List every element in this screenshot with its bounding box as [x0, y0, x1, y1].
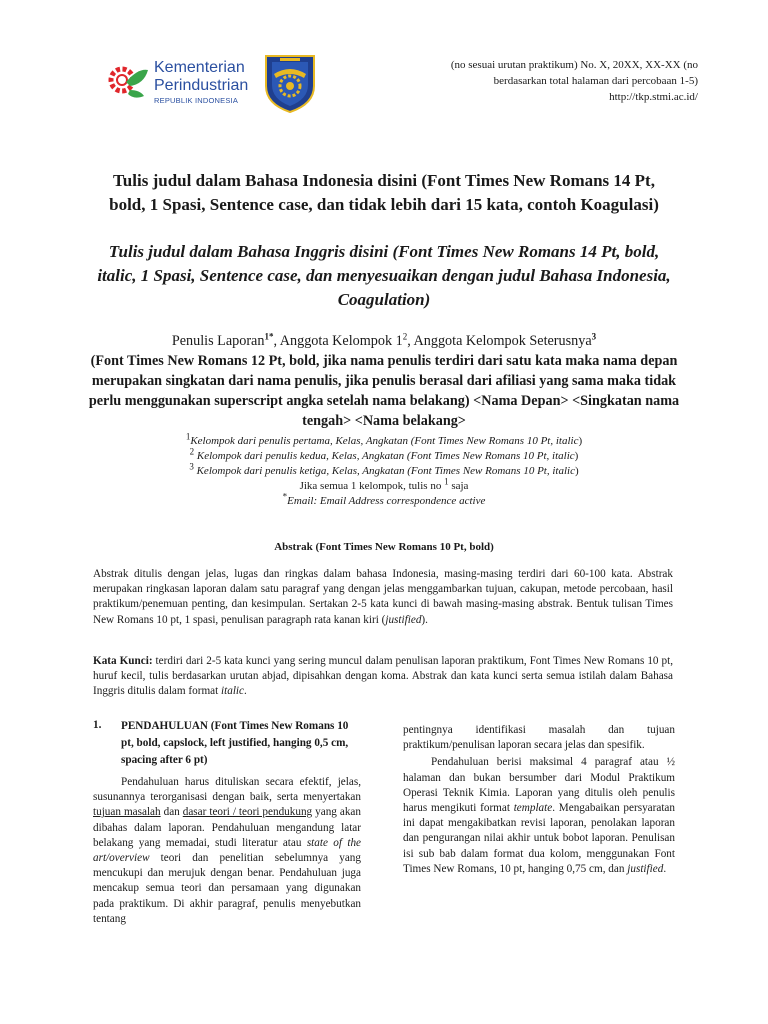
stmi-emblem-icon	[260, 52, 320, 114]
keywords-italic: italic	[221, 685, 245, 698]
author-format-note: (Font Times New Romans 12 Pt, bold, jika nama penulis terdiri dari satu kata maka nama depan merupakan singkatan dari nama penulis, jika penulis berasal dari afiliasi yang sama maka tidak perlu menggunakan superscript angka setelah nama belakang) <Nama Depan> <Singkatan nama tengah> <Nama belakang>	[88, 353, 680, 429]
keywords-text: terdiri dari 2-5 kata kunci yang sering muncul dalam penulisan laporan praktikum, Font Times New Romans 10 pt, huruf kecil, tulis berdasarkan urutan abjad, dipisahkan dengan koma. Abstrak dan kata kunci serta semua istilah dalam Bahasa Inggris ditulis dalam format	[93, 655, 674, 698]
keywords	[93, 654, 673, 700]
issue-info-line-2: berdasarkan total halaman dari percobaan 1-5)	[493, 75, 698, 87]
title-english: Tulis judul dalam Bahasa Inggris disini (Font Times New Romans 14 Pt, bold, italic, 1 Spasi, Sentence case, dan menyesuaikan dengan judul Bahasa Indonesia, Coagulation)	[97, 242, 671, 309]
email-sup: *	[282, 491, 288, 502]
author-1-sup: 1*	[264, 331, 274, 342]
affiliation-3-text: Kelompok dari penulis ketiga, Kelas, Angkatan (	[193, 465, 411, 477]
section-number: 1.	[93, 719, 102, 731]
single-group-note	[96, 476, 672, 494]
keywords-end: .	[244, 685, 247, 698]
author-3-sup: 3	[591, 331, 597, 342]
affiliation-3-close: )	[574, 465, 579, 477]
p2-italic-2: justified	[627, 862, 664, 875]
affiliation-2	[96, 446, 672, 464]
p1-text-a: Pendahuluan harus dituliskan secara efektif, jelas, susunannya terorganisasi dengan baik, serta menyertakan	[93, 776, 361, 804]
affiliation-1-font: Font Times New Romans 10 Pt, italic	[414, 435, 579, 447]
section-title: PENDAHULUAN (Font Times New Romans 10 pt, bold, capslock, left justified, hanging 0,5 cm, spacing after 6 pt)	[121, 720, 349, 766]
gear-leaf-icon	[104, 60, 150, 100]
affiliation-2-close: )	[574, 450, 579, 462]
abstract-end: ).	[421, 613, 428, 626]
author-3: , Anggota Kelompok Seterusnya	[407, 333, 592, 349]
section-heading	[93, 718, 361, 769]
affiliation-3	[96, 461, 672, 479]
p1-text-b: dan	[160, 806, 183, 819]
p2-italic-1: template	[513, 802, 553, 815]
affiliation-1-text: Kelompok dari penulis pertama, Kelas, Angkatan (	[190, 435, 415, 447]
abstract-heading: Abstrak (Font Times New Romans 10 Pt, bold)	[274, 541, 494, 553]
abstract-body	[93, 567, 673, 628]
single-group-suffix: saja	[448, 480, 469, 492]
affiliation-1-sup: 1	[185, 431, 191, 442]
affiliation-1-close: )	[578, 435, 583, 447]
keywords-label: Kata Kunci:	[93, 655, 153, 667]
p2-text-a: Pendahuluan berisi maksimal 4 paragraf atau ½ halaman dan bukan bersumber dari Modul Praktikum Operasi Teknik Kimia. Laporan yang ditulis oleh penulis harus mengikuti format	[403, 756, 675, 815]
logo-line-3: REPUBLIK INDONESIA	[154, 96, 239, 105]
column-left	[93, 718, 361, 927]
email-line	[96, 491, 672, 509]
author-1: Penulis Laporan	[171, 333, 265, 349]
section-paragraph-1	[93, 775, 361, 927]
p2-text-c: .	[663, 862, 667, 875]
single-group-sup: 1	[444, 476, 449, 487]
section-paragraph-1-continued: pentingnya identifikasi masalah dan tujuan praktikum/penulisan laporan secara jelas dan spesifik.	[403, 724, 675, 752]
p1-text-d: teori dan penelitian sebelumnya yang mencukupi dan merujuk dengan benar. Pendahuluan juga mencakup semua teori dan persamaan yang digunakan pada praktikum. Di akhir paragraf, penulis menyebutkan tentang	[93, 852, 361, 925]
author-2-sup: 2	[402, 331, 408, 342]
abstract-text: Abstrak ditulis dengan jelas, lugas dan ringkas dalam bahasa Indonesia, masing-masing terdiri dari 60-100 kata. Abstrak merupakan ringkasan laporan dalam satu paragraf yang dengan jelas menggambarkan tujuan, cakupan, metode percobaan, hasil praktikum/penemuan penting, dan kesimpulan. Sertakan 2-5 kata kunci di bawah masing-masing abstrak. Bentuk tulisan Times New Romans 10 pt, 1 spasi, penulisan paragraph rata kanan kiri (	[93, 568, 673, 626]
author-2: , Anggota Kelompok 1	[273, 333, 403, 349]
section-paragraph-2	[403, 755, 675, 877]
journal-url[interactable]: http://tkp.stmi.ac.id/	[609, 91, 698, 103]
author-list	[76, 331, 692, 351]
p1-italic: state of the art/overview	[93, 836, 362, 865]
affiliation-1	[96, 431, 672, 449]
affiliations	[96, 431, 672, 509]
affiliation-2-font: Font Times New Romans 10 Pt, italic	[410, 450, 575, 462]
logo-line-1: Kementerian	[154, 59, 245, 76]
single-group-text: Jika semua 1 kelompok, tulis no	[299, 480, 445, 492]
logo-line-2: Perindustrian	[154, 77, 249, 94]
kemenperin-logo	[104, 56, 254, 106]
title-indonesian: Tulis judul dalam Bahasa Indonesia disini (Font Times New Romans 14 Pt, bold, 1 Spasi, Sentence case, dan tidak lebih dari 15 kata, contoh Koagulasi)	[109, 171, 659, 214]
header-info	[358, 57, 698, 105]
p1-underline-2: dasar teori / teori pendukung	[182, 806, 313, 819]
affiliation-2-sup: 2	[189, 446, 195, 457]
issue-info-line-1: (no sesuai urutan praktikum) No. X, 20XX, XX-XX (no	[450, 59, 698, 71]
abstract-italic: justified	[385, 613, 422, 626]
p1-underline-1: tujuan masalah	[93, 806, 161, 819]
email-text[interactable]: Email: Email Address correspondence active	[287, 495, 486, 507]
column-right	[403, 723, 675, 877]
affiliation-2-text: Kelompok dari penulis kedua, Kelas, Angkatan (	[194, 450, 411, 462]
p1-text-c: yang akan dibahas dalam laporan. Pendahuluan mengandung latar belakang yang memadai, studi literatur atau	[93, 806, 361, 849]
affiliation-3-font: Font Times New Romans 10 Pt, italic	[410, 465, 575, 477]
affiliation-3-sup: 3	[189, 461, 194, 472]
p2-text-b: . Mengabaikan persyaratan ini dapat mengakibatkan revisi laporan, penolakan laporan dan pengurangan nilai akhir untuk bobot laporan. Penulisan isi sub bab dalam format dua kolom, menggunakan Font Times New Romans, 10 pt, hanging 0,75 cm, dan	[403, 802, 675, 875]
